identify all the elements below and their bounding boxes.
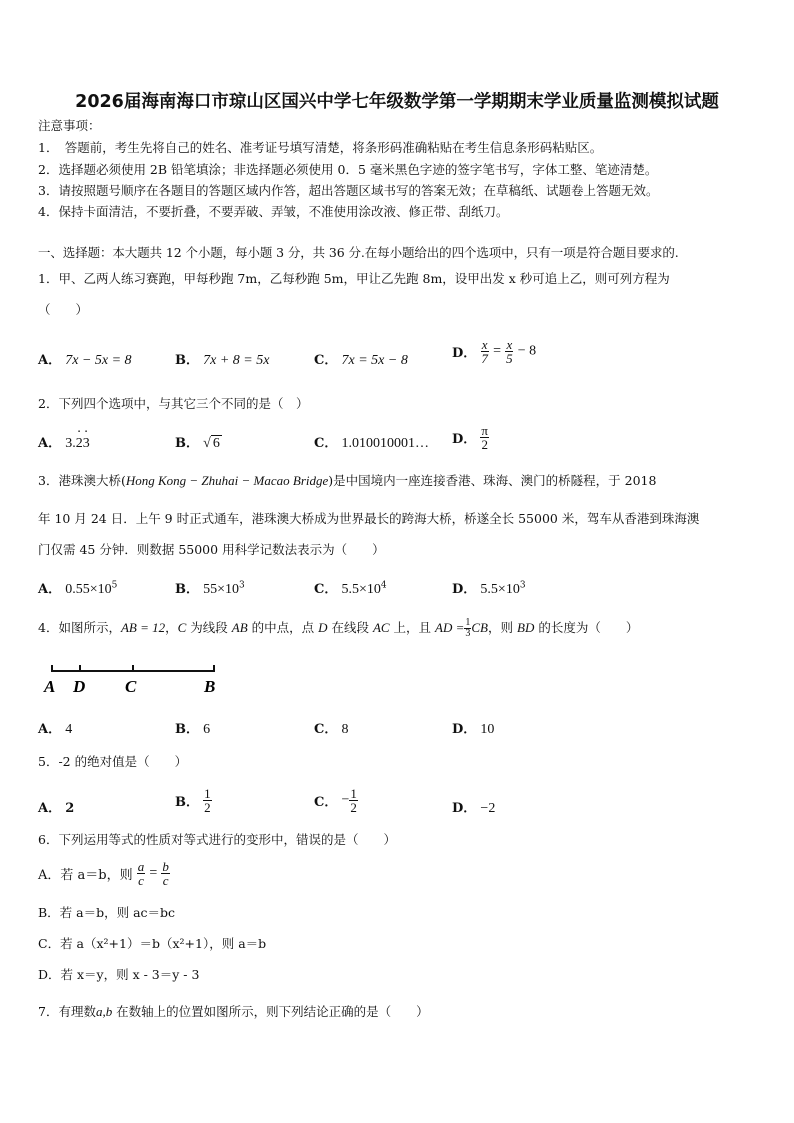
- q4-ab: AB = 12: [120, 620, 166, 635]
- q3-option-b: [175, 578, 245, 598]
- q2-d-num: π: [481, 423, 488, 438]
- q1-option-a-label: A．: [38, 353, 62, 368]
- q5-c-den: 2: [350, 800, 357, 815]
- q2-b-sqrt-sign: √: [203, 436, 211, 451]
- q2-option-d-label: D．: [452, 432, 477, 447]
- q6-a-n1: a: [137, 859, 145, 874]
- q4-pre: 4．如图所示，: [38, 620, 121, 635]
- q4-option-a: [38, 718, 72, 738]
- q1-option-a: [38, 349, 132, 369]
- q2-option-b-sqrt: [203, 435, 222, 451]
- q1-option-b: [175, 349, 269, 369]
- q1-option-d-label: D．: [452, 346, 477, 361]
- q5-option-d-text: −2: [480, 801, 496, 816]
- q2-a-d1: 2 ·: [76, 436, 83, 451]
- section-heading: 一、选择题：本大题共 12 个小题，每小题 3 分，共 36 分.在每小题给出的四个选项中，只有一项是符合题目要求的.: [38, 245, 679, 260]
- q6-a-d1: c: [138, 873, 144, 888]
- q1-d-tail: − 8: [517, 343, 537, 359]
- q6-a-n2: b: [162, 859, 169, 874]
- q4-option-c-label: C．: [314, 722, 338, 737]
- label-d: D: [73, 677, 86, 696]
- q4-option-c: [314, 718, 349, 738]
- q2-option-d-frac: [480, 424, 489, 451]
- q1-option-c-text: 7x = 5x − 8: [341, 353, 408, 368]
- q5-option-c-frac: [349, 787, 358, 814]
- q3-option-a: [38, 578, 117, 598]
- q6-a-frac-1: [137, 860, 146, 887]
- q6-option-d: D．若 x＝y，则 x - 3＝y - 3: [38, 967, 200, 982]
- q2-option-c-text: 1.010010001…: [341, 436, 429, 451]
- q4-option-b-text: 6: [203, 722, 211, 737]
- q3-line-3: 门仅需 45 分钟．则数据 55000 用科学记数法表示为（ ）: [38, 542, 385, 557]
- q1-d-eq: =: [493, 343, 501, 359]
- q3-line1-post: )是中国境内一座连接香港、珠海、澳门的桥隧程，于 2018: [328, 473, 657, 488]
- q5-b-num: 1: [204, 786, 211, 801]
- label-a: A: [44, 677, 56, 696]
- q4-frac-num: 1: [465, 617, 471, 628]
- q5-option-c: [314, 787, 358, 814]
- q2-b-radicand: 6: [212, 436, 220, 451]
- q3-line-1: [38, 473, 656, 489]
- q4-ac: AC: [372, 620, 390, 635]
- q4-c: C: [177, 620, 187, 635]
- label-c: C: [125, 677, 137, 696]
- q1-option-c: [314, 349, 408, 369]
- q5-option-c-label: C．: [314, 795, 338, 810]
- q1-d-num-2: x: [506, 337, 513, 352]
- q7-pre: 7．有理数: [38, 1004, 96, 1019]
- q2-option-a: [38, 432, 90, 452]
- q5-c-num: 1: [350, 786, 357, 801]
- q1-option-d: [452, 338, 536, 365]
- q4-stem: [38, 618, 638, 639]
- q3-a-base: 0.55×10: [65, 582, 112, 597]
- q4-option-a-label: A．: [38, 722, 62, 737]
- q3-b-exp: 3: [239, 580, 245, 591]
- q4-mid4: 在线段: [327, 620, 373, 635]
- q1-d-den-2: 5: [506, 351, 513, 366]
- q6-option-a: [38, 860, 170, 887]
- q6-a-pre: A．若 a＝b，则: [38, 868, 133, 883]
- q7-stem: [38, 1004, 429, 1020]
- q1-option-b-text: 7x + 8 = 5x: [203, 353, 270, 368]
- q6-option-c: C．若 a（x²+1）＝b（x²+1），则 a＝b: [38, 936, 267, 951]
- q4-cb: CB: [471, 620, 489, 635]
- q3-c-base: 5.5×10: [341, 582, 381, 597]
- notice-item-3: 3．请按照题号顺序在各题目的答题区域内作答，超出答题区域书写的答案无效；在草稿纸、试题卷上答题无效。: [38, 183, 659, 198]
- q1-option-d-frac-1: [480, 338, 489, 365]
- q6-a-d2: c: [162, 873, 169, 888]
- notice-item-4: 4．保持卡面清洁，不要折叠，不要弄破、弄皱，不准使用涂改液、修正带、刮纸刀。: [38, 204, 509, 219]
- q4-bd: BD: [517, 620, 535, 635]
- q1-stem: 1．甲、乙两人练习赛跑，甲每秒跑 7m，乙每秒跑 5m，甲让乙先跑 8m，设甲出发 x 秒可追上乙，则可列方程为: [38, 271, 670, 286]
- notice-item-1: 1． 答题前，考生先将自己的姓名、准考证号填写清楚，将条形码准确粘贴在考生信息条形码粘贴区。: [38, 140, 603, 155]
- q4-mid3: 的中点，点: [247, 620, 319, 635]
- notice-item-2: 2．选择题必须使用 2B 铅笔填涂；非选择题必须使用 0．5 毫米黑色字迹的签字笔书写，字体工整、笔迹清楚。: [38, 162, 658, 177]
- q4-option-d-label: D．: [452, 722, 477, 737]
- q6-option-b: B．若 a＝b，则 ac＝bc: [38, 905, 176, 920]
- q2-option-c: [314, 432, 429, 452]
- q4-option-c-text: 8: [341, 722, 349, 737]
- q3-d-exp: 3: [519, 580, 526, 591]
- q5-option-b-frac: [203, 787, 212, 814]
- q6-stem: 6．下列运用等式的性质对等式进行的变形中，错误的是（ ）: [38, 832, 396, 847]
- q4-frac-den: 3: [465, 628, 471, 639]
- q5-option-a: [38, 797, 74, 816]
- q4-option-d: [452, 718, 494, 738]
- q4-d: D: [318, 620, 328, 635]
- q3-line1-pre: 3．港珠澳大桥(: [38, 473, 126, 488]
- q4-mid1: ，: [165, 620, 178, 635]
- q3-option-a-label: A．: [38, 582, 62, 597]
- q3-option-d-label: D．: [452, 582, 477, 597]
- q1-option-d-frac-2: [505, 338, 514, 365]
- q4-ab2: AB: [231, 620, 248, 635]
- q1-option-b-label: B．: [175, 353, 199, 368]
- q2-option-c-label: C．: [314, 436, 338, 451]
- q6-a-eq: =: [149, 865, 158, 881]
- q5-option-a-label: A．: [38, 801, 62, 816]
- label-b: B: [204, 677, 216, 696]
- q3-bridge-name: Hong Kong − Zhuhai − Macao Bridge: [125, 473, 329, 488]
- q5-stem: 5．-2 的绝对值是（ ）: [38, 754, 188, 769]
- notice-heading: 注意事项：: [38, 118, 101, 133]
- q3-line-2: 年 10 月 24 日．上午 9 时正式通车，港珠澳大桥成为世界最长的跨海大桥，桥遂全长 55000 米，驾车从香港到珠海澳: [38, 511, 700, 526]
- q2-option-a-value: [65, 436, 90, 452]
- q4-option-b: [175, 718, 210, 738]
- q4-option-b-label: B．: [175, 722, 199, 737]
- q4-option-d-text: 10: [480, 722, 495, 737]
- q4-option-a-text: 4: [65, 722, 73, 737]
- q1-option-c-label: C．: [314, 353, 338, 368]
- q4-mid2: 为线段: [186, 620, 232, 635]
- page-title: 2026届海南海口市琼山区国兴中学七年级数学第一学期期末学业质量监测模拟试题: [75, 92, 719, 112]
- q5-option-d: [452, 797, 495, 817]
- q2-option-b-label: B．: [175, 436, 199, 451]
- q3-option-b-label: B．: [175, 582, 199, 597]
- q3-c-exp: 4: [380, 580, 387, 591]
- q3-d-base: 5.5×10: [480, 582, 520, 597]
- q3-option-d: [452, 578, 526, 598]
- q3-option-c: [314, 578, 387, 598]
- q2-option-a-label: A．: [38, 436, 62, 451]
- q5-option-d-label: D．: [452, 801, 477, 816]
- q4-post: 的长度为（ ）: [534, 620, 639, 635]
- q1-d-num-1: x: [481, 337, 488, 352]
- q4-ad: AD =: [435, 620, 465, 635]
- q3-a-exp: 5: [111, 580, 118, 591]
- q5-option-b-label: B．: [175, 795, 199, 810]
- q2-option-b: [175, 432, 222, 452]
- q3-b-base: 55×10: [203, 582, 240, 597]
- q2-stem: 2．下列四个选项中，与其它三个不同的是（ ）: [38, 396, 309, 411]
- q6-a-frac-2: [161, 860, 170, 887]
- q4-mid5: 上，且: [389, 620, 436, 635]
- q1-d-den-1: 7: [481, 351, 488, 366]
- q5-c-sign: −: [341, 792, 350, 808]
- q2-a-pre: 3.: [65, 436, 76, 451]
- q5-b-den: 2: [204, 800, 211, 815]
- q1-option-a-text: 7x − 5x = 8: [65, 353, 132, 368]
- q2-d-den: 2: [481, 437, 488, 452]
- q2-a-d2: 3 ·: [83, 436, 90, 451]
- q3-option-c-label: C．: [314, 582, 338, 597]
- q4-mid6: ，则: [488, 620, 517, 635]
- q1-paren: （ ）: [38, 302, 89, 317]
- q4-segment-figure: [42, 662, 232, 698]
- q7-post: 在数轴上的位置如图所示，则下列结论正确的是（ ）: [112, 1004, 429, 1019]
- q7-ab: a,b: [95, 1004, 113, 1019]
- q5-option-b: [175, 787, 212, 814]
- q2-option-d: [452, 424, 489, 451]
- q5-option-a-text: 2: [65, 801, 75, 816]
